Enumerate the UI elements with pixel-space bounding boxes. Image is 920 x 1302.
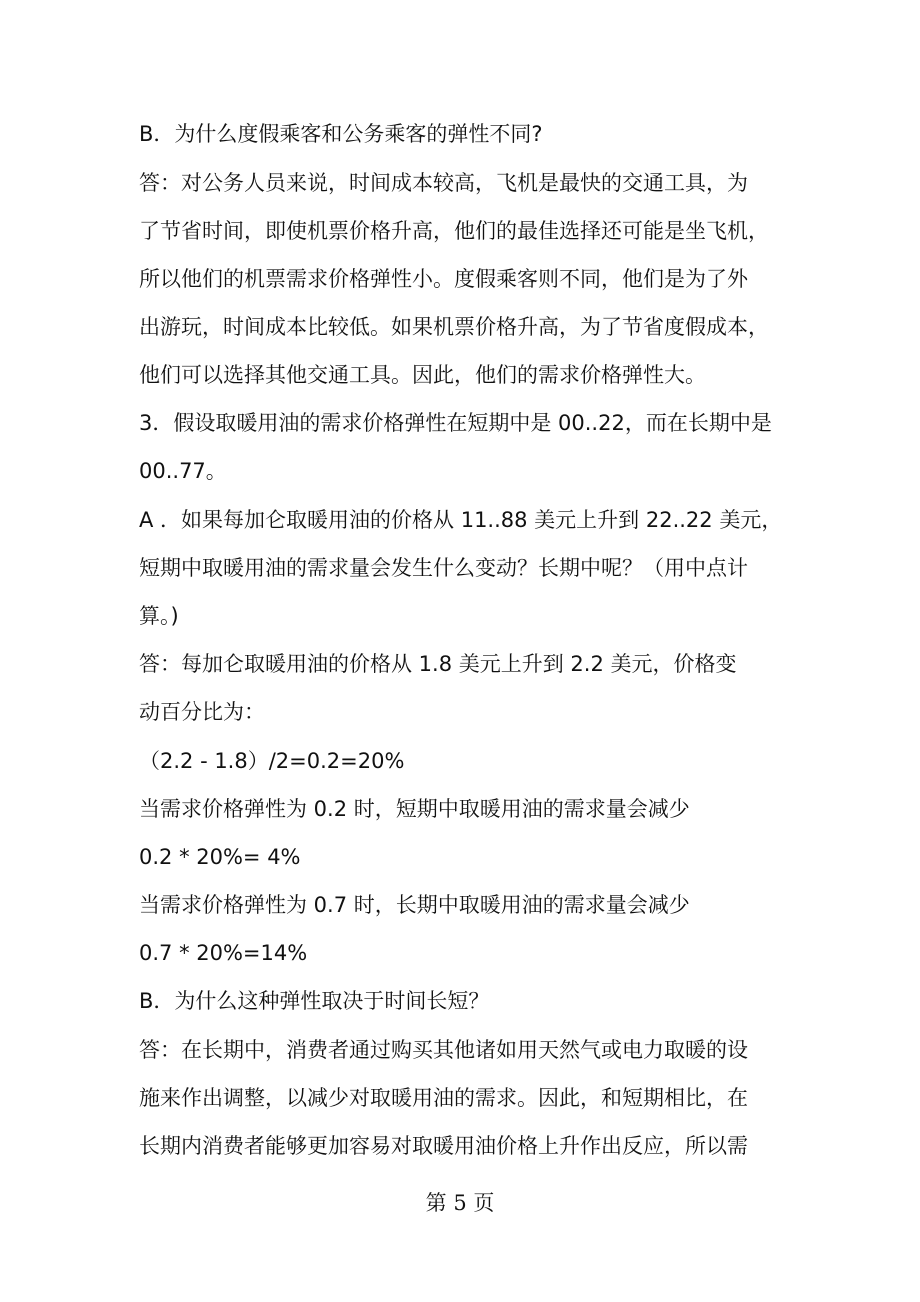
- question-3-line-2: 00..77。: [139, 459, 227, 483]
- question-b2-heading: B．为什么这种弹性取决于时间长短？: [139, 989, 490, 1013]
- question-a-line-2: 短期中取暖用油的需求量会发生什么变动？长期中呢？（用中点计: [139, 556, 748, 580]
- question-b-heading: B．为什么度假乘客和公务乘客的弹性不同?: [139, 122, 543, 146]
- answer-a-line-2: 动百分比为：: [139, 700, 265, 724]
- answer-b-line-1: 答：对公务人员来说，时间成本较高，飞机是最快的交通工具，为: [139, 171, 748, 195]
- question-a-line-1: A ．如果每加仑取暖用油的价格从 11..88 美元上升到 22..22 美元，: [139, 508, 783, 532]
- page-number-footer: 第 5 页: [425, 1191, 495, 1215]
- answer-b2-line-1: 答：在长期中，消费者通过购买其他诸如用天然气或电力取暖的设: [139, 1038, 748, 1062]
- answer-b-line-3: 所以他们的机票需求价格弹性小。度假乘客则不同，他们是为了外: [139, 267, 748, 291]
- answer-b-line-5: 他们可以选择其他交通工具。因此，他们的需求价格弹性大。: [139, 363, 706, 387]
- answer-b-line-4: 出游玩，时间成本比较低。如果机票价格升高，为了节省度假成本，: [139, 315, 769, 339]
- formula-percent-change: （2.2 - 1.8）/2=0.2=20%: [139, 749, 405, 773]
- answer-b2-line-2: 施来作出调整，以减少对取暖用油的需求。因此，和短期相比，在: [139, 1086, 748, 1110]
- question-a-line-3: 算。): [139, 604, 179, 628]
- long-run-statement: 当需求价格弹性为 0.7 时，长期中取暖用油的需求量会减少: [139, 893, 690, 917]
- short-run-result: 0.2 * 20%= 4%: [139, 845, 301, 869]
- question-3-line-1: 3．假设取暖用油的需求价格弹性在短期中是 00..22，而在长期中是: [139, 411, 772, 435]
- long-run-result: 0.7 * 20%=14%: [139, 941, 308, 965]
- answer-b2-line-3: 长期内消费者能够更加容易对取暖用油价格上升作出反应，所以需: [139, 1134, 748, 1158]
- short-run-statement: 当需求价格弹性为 0.2 时，短期中取暖用油的需求量会减少: [139, 797, 690, 821]
- answer-b-line-2: 了节省时间，即使机票价格升高，他们的最佳选择还可能是坐飞机，: [139, 219, 769, 243]
- answer-a-line-1: 答：每加仑取暖用油的价格从 1.8 美元上升到 2.2 美元，价格变: [139, 652, 737, 676]
